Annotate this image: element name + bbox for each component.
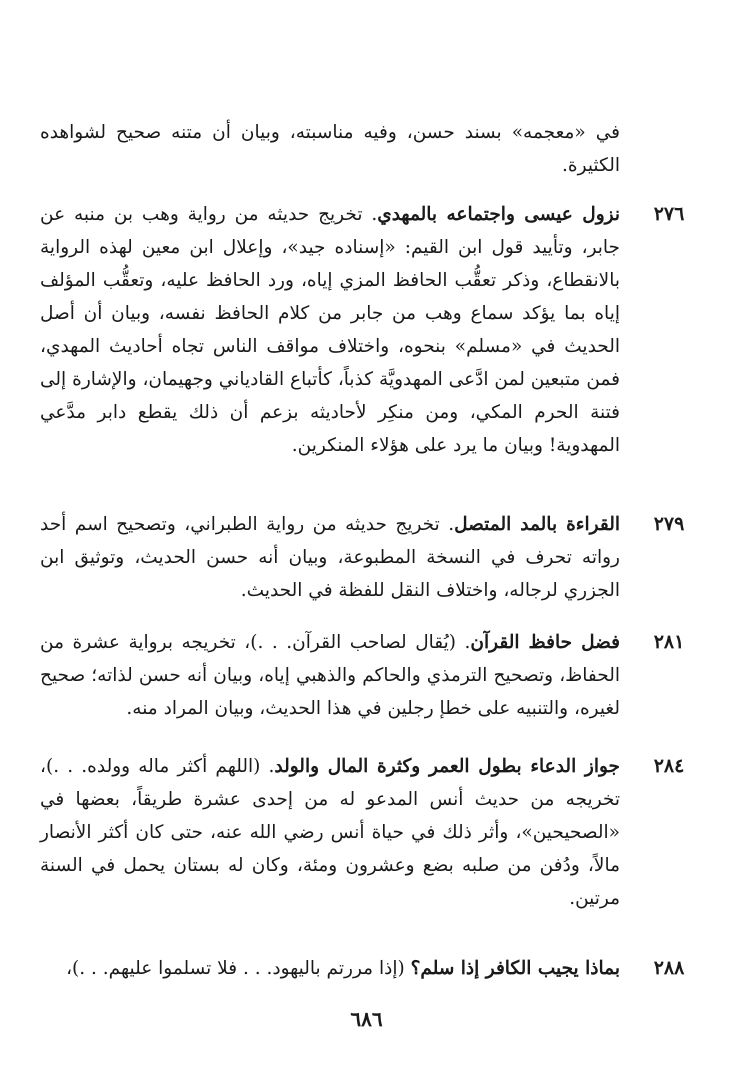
entry-body: . (يُقال لصاحب القرآن. . .)، تخريجه برواية عشرة من الحفاظ، وتصحيح الترمذي والحاكم والذهبي إياه، وبيان أنه حسن لذاته؛ صحيح لغيره، والتنبيه على خطإ رجلين في هذا الحديث، وبيان المراد منه. [40,632,620,719]
page-number: ٦٨٦ [350,1007,383,1031]
entry-281 [40,626,693,725]
entry-279 [40,508,693,607]
entry-number: ٢٧٩ [653,513,685,535]
entry-number: ٢٨١ [653,631,685,653]
entry-text [40,626,620,725]
entry-text [40,198,620,462]
entry-text [40,508,620,607]
entry-title: جواز الدعاء بطول العمر وكثرة المال والولد [274,756,620,777]
entry-number: ٢٨٨ [653,957,685,979]
entry-title: القراءة بالمد المتصل [454,514,620,535]
entry-text [40,952,620,985]
entry-title: نزول عيسى واجتماعه بالمهدي [377,204,620,225]
entry-number: ٢٨٤ [653,755,685,777]
entry-title: بماذا يجيب الكافر إذا سلم؟ [410,958,620,979]
entry-number: ٢٧٦ [653,203,685,225]
entry-288 [40,952,693,985]
entry-276 [40,198,693,462]
entry-284 [40,750,693,915]
entry-text [40,750,620,915]
entry-body: . تخريج حديثه من رواية الطبراني، وتصحيح اسم أحد رواته تحرف في النسخة المطبوعة، وبيان أنه حسن الحديث، وتوثيق ابن الجزري لرجاله، واختلاف النقل للفظة في الحديث. [40,514,620,601]
entry-body: (إذا مررتم باليهود. . . فلا تسلموا عليهم. . .)، [66,958,411,979]
entry-body: . تخريج حديثه من رواية وهب بن منبه عن جابر، وتأييد قول ابن القيم: «إسناده جيد»، وإعلال ابن معين لهذه الرواية بالانقطاع، وذكر تعقُّب الحافظ المزي إياه، ورد الحافظ عليه، وتعقُّب المؤلف إياه بما يؤكد سماع وهب من جابر من كلام الحافظ نفسه، وبيان أن أصل الحديث في «مسلم» بنحوه، واختلاف مواقف الناس تجاه أحاديث المهدي، فمن متبعين لمن ادَّعى المهدويَّة كذباً، كأتباع القادياني وجهيمان، والإشارة إلى فتنة الحرم المكي، ومن منكِر لأحاديثه بزعم أن ذلك يقطع دابر مدَّعي المهدوية! وبيان ما يرد على هؤلاء المنكرين. [40,204,620,456]
entry-title: فضل حافظ القرآن [470,632,621,653]
intro-paragraph [40,116,693,182]
intro-text: في «معجمه» بسند حسن، وفيه مناسبته، وبيان أن متنه صحيح لشواهده الكثيرة. [40,122,620,176]
entry-body: . (اللهم أكثر ماله وولده. . .)، تخريجه من حديث أنس المدعو له من إحدى عشرة طريقاً، بعضها في «الصحيحين»، وأثر ذلك في حياة أنس رضي الله عنه، حتى كان أكثر الأنصار مالاً، ودُفن من صلبه بضع وعشرون ومئة، وكان له بستان يحمل في السنة مرتين. [40,756,620,909]
